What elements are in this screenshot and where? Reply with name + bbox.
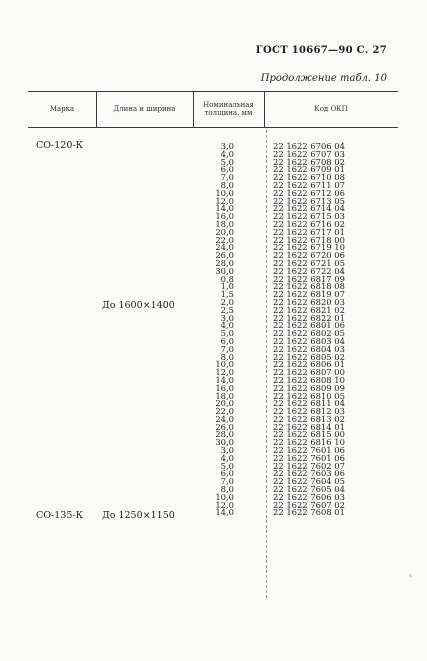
thickness-cell: 3,0	[220, 141, 234, 151]
thickness-cell: 3,0	[220, 312, 234, 323]
thickness-cell: 20,0	[215, 398, 234, 409]
okp-code-cell: 22 1622 6816 10	[273, 437, 345, 448]
okp-code-cell: 22 1622 6711 07	[273, 179, 345, 190]
okp-code-cell: 22 1622 6812 03	[273, 406, 345, 417]
okp-code-cell: 22 1622 7607 02	[273, 499, 345, 510]
okp-code-cell: 22 1622 6817 09	[273, 273, 345, 284]
thickness-cell: 4,0	[220, 148, 234, 159]
okp-code-cell: 22 1622 6706 04	[273, 141, 345, 151]
thickness-cell: 12,0	[215, 195, 234, 206]
code-column-divider	[266, 130, 267, 598]
okp-code-cell: 22 1622 6713 05	[273, 195, 345, 206]
thickness-cell: 10,0	[215, 359, 234, 370]
thickness-cell: 5,0	[220, 460, 234, 471]
column-header-thickness: Номинальная толщина, мм	[203, 101, 254, 117]
column-header-size: Длина и ширина	[113, 105, 176, 113]
okp-code-cell: 22 1622 6802 05	[273, 328, 345, 339]
thickness-cell: 20,0	[215, 226, 234, 237]
column-header-mark: Марка	[49, 105, 75, 113]
column-header-code: Код ОКП	[314, 105, 348, 113]
okp-code-cell: 22 1622 6808 10	[273, 374, 345, 385]
okp-code-cell: 22 1622 6722 04	[273, 265, 345, 276]
thickness-cell: 14,0	[215, 203, 234, 214]
thickness-cell: 26,0	[215, 250, 234, 261]
okp-code-cell: 22 1622 6821 02	[273, 304, 345, 315]
thickness-cell: 8,0	[220, 351, 234, 362]
thickness-cell: 24,0	[215, 413, 234, 424]
mark-cell: СО-120-К	[36, 140, 83, 151]
okp-code-cell: 22 1622 6707 03	[273, 148, 345, 159]
size-cell: До 1250×1150	[102, 510, 175, 521]
okp-code-cell: 22 1622 6714 04	[273, 203, 345, 214]
okp-code-cell: 22 1622 6709 01	[273, 164, 345, 175]
okp-code-cell: 22 1622 6721 05	[273, 257, 345, 268]
page-title: ГОСТ 10667—90 С. 27	[255, 45, 387, 56]
okp-code-cell: 22 1622 6809 09	[273, 382, 345, 393]
okp-code-cell: 22 1622 6710 08	[273, 172, 345, 183]
okp-code-cell: 22 1622 6708 02	[273, 156, 345, 167]
thickness-cell: 7,0	[220, 476, 234, 487]
thickness-cell: 4,0	[220, 452, 234, 463]
okp-code-cell: 22 1622 6719 10	[273, 242, 345, 253]
okp-code-cell: 22 1622 6810 05	[273, 390, 345, 401]
okp-code-cell: 22 1622 6717 01	[273, 226, 345, 237]
okp-code-cell: 22 1622 6820 03	[273, 296, 345, 307]
table-continuation-caption: Продолжение табл. 10	[260, 73, 387, 84]
okp-code-cell: 22 1622 6814 01	[273, 421, 345, 432]
okp-code-cell: 22 1622 6813 02	[273, 413, 345, 424]
okp-code-cell: 22 1622 6805 02	[273, 351, 345, 362]
okp-code-cell: 22 1622 6818 08	[273, 281, 345, 292]
thickness-cell: 1,0	[220, 281, 234, 292]
thickness-cell: 6,0	[220, 335, 234, 346]
okp-code-cell: 22 1622 6822 01	[273, 312, 345, 323]
thickness-cell: 22,0	[215, 406, 234, 417]
okp-code-cell: 22 1622 7605 04	[273, 484, 345, 495]
thickness-cell: 30,0	[215, 437, 234, 448]
size-cell: До 1600×1400	[102, 300, 175, 311]
thickness-cell: 28,0	[215, 429, 234, 440]
okp-code-cell: 22 1622 6807 00	[273, 367, 345, 378]
okp-code-cell: 22 1622 6715 03	[273, 211, 345, 222]
thickness-cell: 5,0	[220, 328, 234, 339]
okp-code-cell: 22 1622 7604 05	[273, 476, 345, 487]
thickness-cell: 5,0	[220, 156, 234, 167]
okp-code-cell: 22 1622 7601 06	[273, 452, 345, 463]
thickness-cell: 12,0	[215, 367, 234, 378]
okp-code-cell: 22 1622 6720 06	[273, 250, 345, 261]
code-column	[273, 143, 345, 517]
thickness-cell: 14,0	[215, 507, 234, 518]
thickness-cell: 7,0	[220, 343, 234, 354]
thickness-cell: 2,0	[220, 296, 234, 307]
okp-code-cell: 22 1622 6804 03	[273, 343, 345, 354]
thickness-cell: 7,0	[220, 172, 234, 183]
okp-code-cell: 22 1622 7602 07	[273, 460, 345, 471]
okp-code-cell: 22 1622 6803 04	[273, 335, 345, 346]
thickness-cell: 16,0	[215, 382, 234, 393]
okp-code-cell: 22 1622 6819 07	[273, 289, 345, 300]
okp-code-cell: 22 1622 6815 00	[273, 429, 345, 440]
thickness-cell: 26,0	[215, 421, 234, 432]
thickness-cell: 18,0	[215, 218, 234, 229]
thickness-cell: 10,0	[215, 491, 234, 502]
thickness-cell: 2,5	[220, 304, 234, 315]
okp-code-cell: 22 1622 6716 02	[273, 218, 345, 229]
thickness-cell: 10,0	[215, 187, 234, 198]
thickness-cell: 18,0	[215, 390, 234, 401]
thickness-cell: 24,0	[215, 242, 234, 253]
thickness-cell: 6,0	[220, 468, 234, 479]
okp-code-cell: 22 1622 7608 01	[273, 507, 345, 518]
okp-code-cell: 22 1622 7606 03	[273, 491, 345, 502]
okp-code-cell: 22 1622 6718 00	[273, 234, 345, 245]
okp-code-cell: 22 1622 6712 06	[273, 187, 345, 198]
thickness-cell: 28,0	[215, 257, 234, 268]
thickness-cell: 8,0	[220, 179, 234, 190]
table-header-bottom-rule	[28, 127, 398, 128]
thickness-cell: 16,0	[215, 211, 234, 222]
thickness-cell: 3,0	[220, 445, 234, 456]
thickness-column	[200, 143, 234, 517]
thickness-cell: 30,0	[215, 265, 234, 276]
thickness-cell: 22,0	[215, 234, 234, 245]
thickness-cell: 14,0	[215, 374, 234, 385]
okp-code-cell: 22 1622 6811 04	[273, 398, 345, 409]
okp-code-cell: 22 1622 6801 06	[273, 320, 345, 331]
mark-cell: СО-135-К	[36, 510, 83, 521]
margin-mark: ‹	[409, 571, 413, 580]
thickness-cell: 4,0	[220, 320, 234, 331]
okp-code-cell: 22 1622 7601 06	[273, 445, 345, 456]
thickness-cell: 8,0	[220, 484, 234, 495]
thickness-cell: 0,8	[220, 273, 234, 284]
thickness-cell: 6,0	[220, 164, 234, 175]
okp-code-cell: 22 1622 7603 06	[273, 468, 345, 479]
thickness-cell: 1,5	[220, 289, 234, 300]
thickness-cell: 12,0	[215, 499, 234, 510]
okp-code-cell: 22 1622 6806 01	[273, 359, 345, 370]
